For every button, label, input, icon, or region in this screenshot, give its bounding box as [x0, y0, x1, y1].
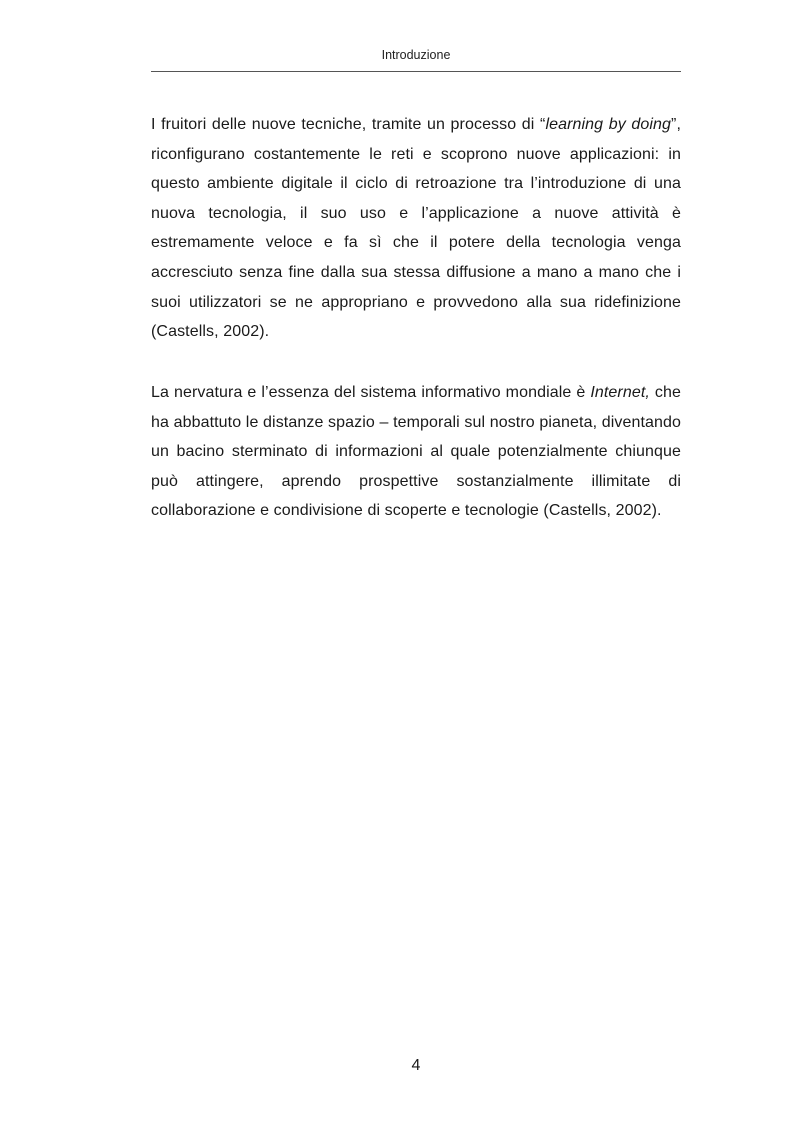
paragraph-1-text-end: ”, riconfigurano costantemente le reti e scoprono nuove applicazioni: in questo ambiente digitale il ciclo di retroazione tra l’introduzione di una nuova tecnologia, il suo uso e l’applicazione a nuove attività è estremamente veloce e fa sì che il potere della tecnologia venga accresciuto senza fine dalla sua stessa diffusione a mano a mano che i suoi utilizzatori se ne appropriano e provvedono alla sua ridefinizione (Castells, 2002).	[151, 116, 681, 341]
header-rule	[151, 71, 681, 72]
paragraph-1-italic-phrase: learning by doing	[545, 116, 672, 133]
page-number: 4	[411, 1057, 421, 1074]
paragraph-2-text-end: che ha abbattuto le distanze spazio – temporali sul nostro pianeta, diventando un bacino sterminato di informazioni al quale potenzialmente chiunque può attingere, aprendo prospettive sostanzialmente illimitate di collaborazione e condivisione di scoperte e tecnologie (Castells, 2002).	[151, 384, 681, 520]
paragraph-2-italic-phrase: Internet,	[590, 384, 650, 401]
paragraph-1	[151, 110, 681, 347]
paragraph-2	[151, 378, 681, 526]
running-header: Introduzione	[381, 48, 451, 62]
paragraph-2-text-start: La nervatura e l’essenza del sistema informativo mondiale è	[151, 384, 591, 401]
paragraph-1-text-start: I fruitori delle nuove tecniche, tramite un processo di “	[151, 116, 546, 133]
